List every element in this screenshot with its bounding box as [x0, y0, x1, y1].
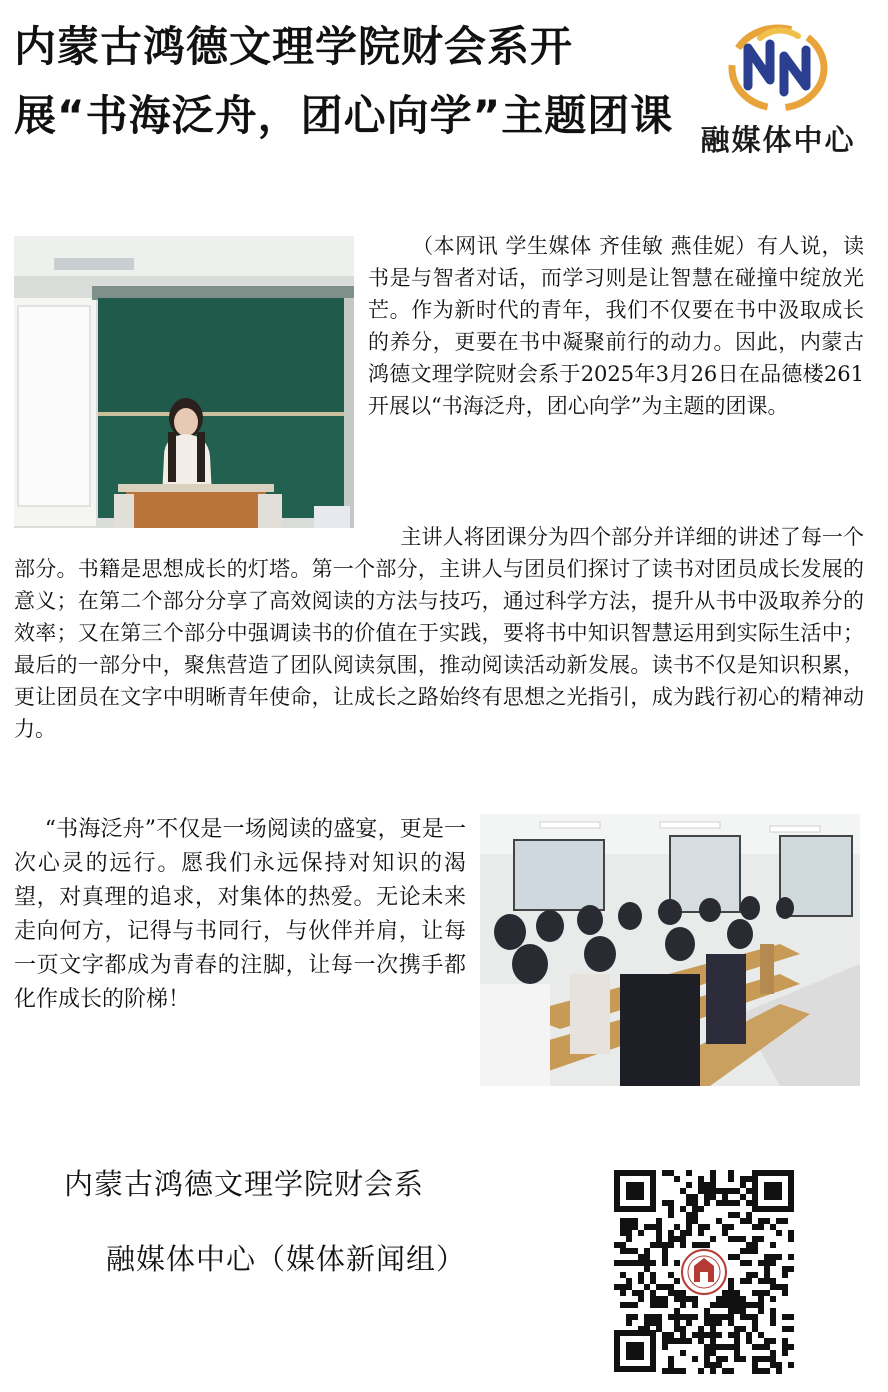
- logo-text: 融媒体中心: [700, 123, 856, 157]
- footer-organization: 内蒙古鸿德文理学院财会系: [64, 1167, 425, 1201]
- article-title: 内蒙古鸿德文理学院财会系开展“书海泛舟，团心向学”主题团课: [14, 22, 674, 140]
- qr-code-icon: [612, 1168, 796, 1374]
- speaker-at-podium-photo: [14, 236, 354, 528]
- media-center-logo-icon: [726, 20, 830, 116]
- article-paragraph-2: 主讲人将团课分为四个部分并详细的讲述了每一个部分。书籍是思想成长的灯塔。第一个部分，主讲人与团员们探讨了读书对团员成长发展的意义；在第二个部分分享了高效阅读的方法与技巧，通过科学方法，提升从书中汲取养分的效率；又在第三个部分中强调读书的价值在于实践，要将书中知识智慧运用到实际生活中；最后的一部分中，聚焦营造了团队阅读氛围，推动阅读活动新发展。读书不仅是知识积累，更让团员在文字中明晰青年使命，让成长之路始终有思想之光指引，成为践行初心的精神动力。: [14, 525, 864, 741]
- article-paragraph-1: （本网讯 学生媒体 齐佳敏 燕佳妮）有人说，读书是与智者对话，而学习则是让智慧在碰撞中绽放光芒。作为新时代的青年，我们不仅要在书中汲取成长的养分，更要在书中凝聚前行的动力。因此，内蒙古鸿德文理学院财会系于2025年3月26日在品德楼261开展以“书海泛舟，团心向学”为主题的团课。: [368, 234, 864, 418]
- qr-code: [612, 1168, 796, 1374]
- students-in-lecture-hall-photo: [480, 814, 860, 1086]
- footer-department: 融媒体中心（媒体新闻组）: [106, 1242, 467, 1276]
- media-center-logo: [688, 20, 868, 160]
- article-paragraph-3: “书海泛舟”不仅是一场阅读的盛宴，更是一次心灵的远行。愿我们永远保持对知识的渴望，对真理的追求，对集体的热爱。无论未来走向何方，记得与书同行，与伙伴并肩，让每一页文字都成为青春的注脚，让每一次携手都化作成长的阶梯！: [14, 817, 466, 1012]
